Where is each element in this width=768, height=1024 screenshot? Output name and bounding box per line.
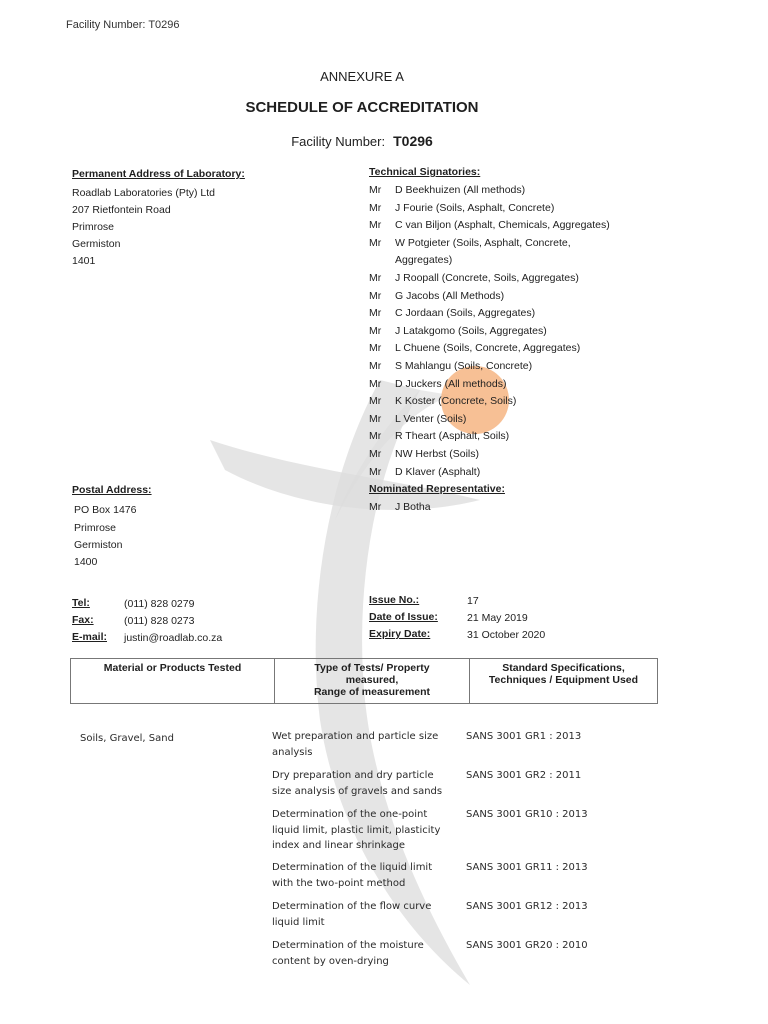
column-header-tests bbox=[275, 659, 470, 704]
signatory-text: L Chuene (Soils, Concrete, Aggregates) bbox=[395, 342, 581, 355]
signatory-row bbox=[369, 395, 516, 407]
facility-number-header: Facility Number: T0296 bbox=[66, 19, 180, 31]
address-line: Roadlab Laboratories (Pty) Ltd bbox=[72, 187, 215, 199]
test-description: Determination of the moisture content by oven-drying bbox=[272, 940, 424, 967]
signatory-row bbox=[369, 272, 579, 284]
page-title: SCHEDULE OF ACCREDITATION bbox=[245, 99, 479, 116]
signatory-row bbox=[369, 342, 580, 354]
signatory-row bbox=[369, 325, 547, 337]
column-header-standards-line: Techniques / Equipment Used bbox=[488, 674, 639, 686]
expiry-date-label: Expiry Date: bbox=[369, 628, 431, 640]
representative-name: J Botha bbox=[395, 501, 431, 513]
signatory-row bbox=[369, 219, 610, 231]
address-line: Germiston bbox=[72, 238, 121, 250]
facility-number-line bbox=[0, 133, 724, 149]
facility-number-label: Facility Number: bbox=[291, 134, 386, 149]
signatory-title: Mr bbox=[369, 289, 382, 302]
email-value[interactable]: justin@roadlab.co.za bbox=[124, 632, 223, 644]
test-description: Determination of the one-point liquid limit, plastic limit, plasticity index and linear shrinkage bbox=[272, 809, 441, 851]
annexure-label: ANNEXURE A bbox=[320, 69, 404, 84]
issue-date-label: Date of Issue: bbox=[369, 611, 438, 623]
signatory-title: Mr bbox=[369, 307, 382, 320]
signatory-text: R Theart (Asphalt, Soils) bbox=[395, 430, 510, 443]
signatory-text: C van Biljon (Asphalt, Chemicals, Aggregates) bbox=[395, 219, 610, 232]
postal-line: Germiston bbox=[74, 539, 123, 551]
signatory-text: Aggregates) bbox=[395, 254, 453, 267]
address-line: 207 Rietfontein Road bbox=[72, 204, 171, 216]
signatory-title: Mr bbox=[369, 219, 382, 232]
signatory-row bbox=[369, 184, 525, 196]
signatory-text: S Mahlangu (Soils, Concrete) bbox=[395, 360, 533, 372]
fax-value: (011) 828 0273 bbox=[124, 615, 195, 627]
postal-heading: Postal Address: bbox=[72, 484, 152, 496]
representative-title: Mr bbox=[369, 501, 382, 513]
signatory-text: J Fourie (Soils, Asphalt, Concrete) bbox=[395, 201, 555, 214]
signatory-text: D Beekhuizen (All methods) bbox=[395, 184, 526, 196]
signatory-row bbox=[369, 430, 509, 442]
column-header-tests-line: Range of measurement bbox=[313, 686, 431, 698]
signatory-row bbox=[369, 237, 571, 249]
accreditation-table-header bbox=[70, 658, 658, 704]
signatory-row bbox=[369, 202, 554, 214]
representative-heading: Nominated Representative: bbox=[369, 483, 505, 495]
material-cell: Soils, Gravel, Sand bbox=[80, 733, 174, 744]
test-description: Wet preparation and particle size analysis bbox=[272, 731, 439, 758]
fax-label: Fax: bbox=[72, 614, 94, 626]
signatory-title: Mr bbox=[369, 184, 382, 196]
test-standard: SANS 3001 GR10 : 2013 bbox=[466, 809, 588, 820]
address-heading: Permanent Address of Laboratory: bbox=[72, 168, 245, 180]
signatory-row bbox=[369, 360, 532, 372]
signatory-text: L Venter (Soils) bbox=[395, 412, 467, 425]
test-standard: SANS 3001 GR1 : 2013 bbox=[466, 731, 582, 742]
signatory-title: Mr bbox=[369, 465, 382, 478]
issue-no-label: Issue No.: bbox=[369, 594, 420, 606]
signatory-title: Mr bbox=[369, 201, 382, 214]
email-label: E-mail: bbox=[72, 631, 108, 643]
signatory-title: Mr bbox=[369, 395, 382, 408]
postal-line: Primrose bbox=[74, 522, 117, 534]
column-header-standards bbox=[470, 659, 658, 704]
signatory-title: Mr bbox=[369, 360, 382, 372]
signatory-text: C Jordaan (Soils, Aggregates) bbox=[395, 307, 536, 320]
signatory-row bbox=[369, 448, 479, 460]
column-header-tests-line: measured, bbox=[345, 674, 399, 686]
test-description: Dry preparation and dry particle size analysis of gravels and sands bbox=[272, 770, 443, 797]
signatory-row bbox=[369, 466, 480, 478]
test-description: Determination of the liquid limit with the two-point method bbox=[272, 862, 433, 889]
postal-line: PO Box 1476 bbox=[74, 504, 137, 516]
signatory-title: Mr bbox=[369, 342, 382, 355]
signatory-row bbox=[369, 307, 535, 319]
signatory-text: D Klaver (Asphalt) bbox=[395, 465, 481, 478]
signatory-title: Mr bbox=[369, 412, 382, 425]
signatory-row bbox=[369, 290, 504, 302]
tel-label: Tel: bbox=[72, 597, 90, 609]
signatory-title: Mr bbox=[369, 448, 382, 460]
representative-row bbox=[369, 501, 431, 513]
signatory-row bbox=[369, 378, 506, 390]
signatory-text: NW Herbst (Soils) bbox=[395, 448, 480, 460]
issue-date-value: 21 May 2019 bbox=[467, 612, 528, 624]
signatories-heading: Technical Signatories: bbox=[369, 166, 481, 178]
column-header-material bbox=[71, 659, 275, 704]
test-standard: SANS 3001 GR20 : 2010 bbox=[466, 940, 588, 951]
signatory-text: G Jacobs (All Methods) bbox=[395, 289, 505, 302]
signatory-title: Mr bbox=[369, 272, 382, 284]
signatory-row bbox=[369, 254, 452, 266]
test-standard: SANS 3001 GR12 : 2013 bbox=[466, 901, 588, 912]
signatory-title: Mr bbox=[369, 324, 382, 337]
signatory-title: Mr bbox=[369, 236, 382, 249]
signatory-text: D Juckers (All methods) bbox=[395, 377, 507, 390]
issue-no-value: 17 bbox=[467, 595, 479, 607]
signatory-text: W Potgieter (Soils, Asphalt, Concrete, bbox=[395, 236, 571, 249]
test-standard: SANS 3001 GR11 : 2013 bbox=[466, 862, 588, 873]
signatory-row bbox=[369, 413, 466, 425]
signatory-text: K Koster (Concrete, Soils) bbox=[395, 395, 517, 408]
signatory-text: J Roopall (Concrete, Soils, Aggregates) bbox=[395, 272, 579, 284]
signatory-text: J Latakgomo (Soils, Aggregates) bbox=[395, 324, 547, 337]
tel-value: (011) 828 0279 bbox=[124, 598, 195, 610]
column-header-tests-line: Type of Tests/ Property bbox=[314, 662, 430, 674]
column-header-material-text: Material or Products Tested bbox=[103, 662, 242, 674]
address-line: 1401 bbox=[72, 255, 96, 267]
test-description: Determination of the flow curve liquid limit bbox=[272, 901, 432, 928]
facility-number-value: T0296 bbox=[393, 133, 433, 149]
expiry-date-value: 31 October 2020 bbox=[467, 629, 546, 641]
signatory-title: Mr bbox=[369, 430, 382, 443]
column-header-standards-line: Standard Specifications, bbox=[502, 662, 625, 674]
postal-line: 1400 bbox=[74, 556, 98, 568]
address-line: Primrose bbox=[72, 221, 115, 233]
signatory-title: Mr bbox=[369, 377, 382, 390]
test-standard: SANS 3001 GR2 : 2011 bbox=[466, 770, 582, 781]
